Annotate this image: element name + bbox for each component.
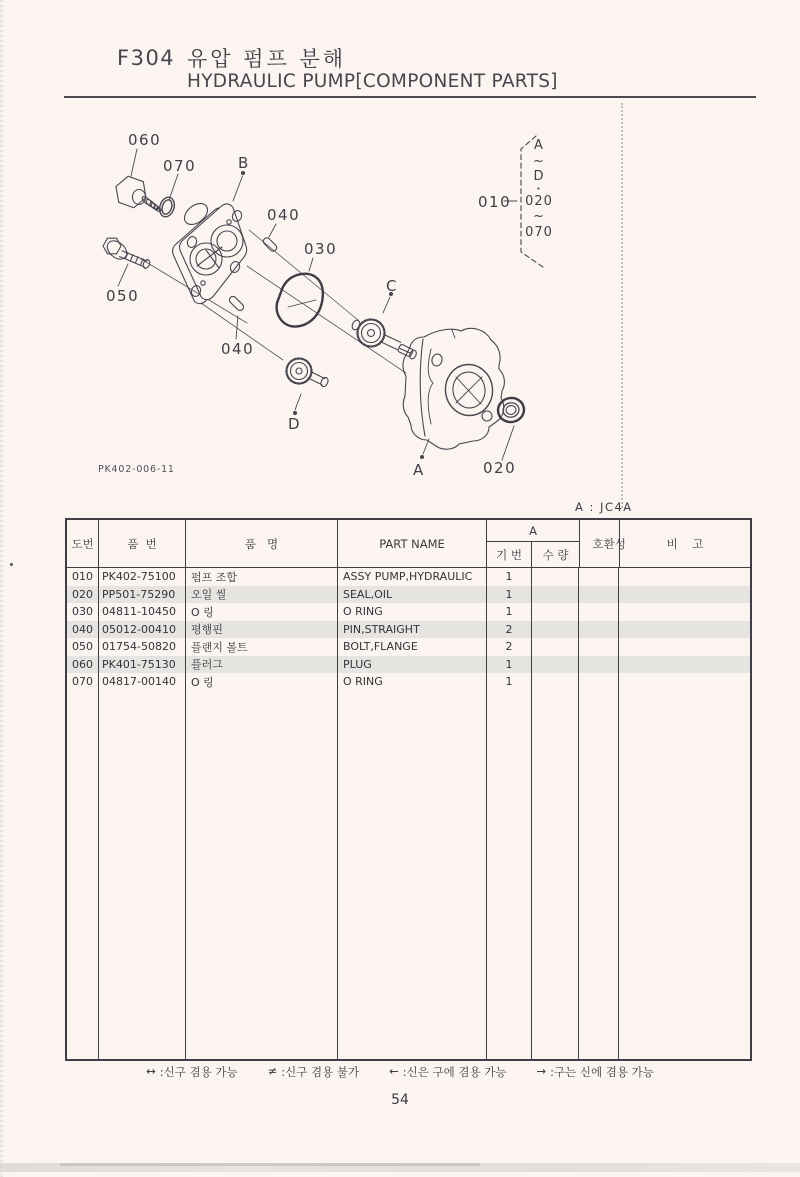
cell-name-ko: 오일 씰 — [186, 586, 338, 604]
cell-qty: 2 — [487, 638, 532, 656]
range-item: A — [534, 138, 544, 153]
table-row — [67, 568, 750, 586]
header-group-a — [487, 520, 580, 567]
cell-compat — [579, 673, 619, 691]
cell-part-name: ASSY PUMP,HYDRAULIC — [338, 568, 487, 586]
callout-A: A — [413, 461, 425, 479]
pin-040-bottom-shape — [228, 295, 245, 312]
flange-plate-shape — [173, 199, 247, 303]
bolt-050-shape — [103, 237, 151, 269]
empty-col — [619, 691, 750, 1060]
header-part-name: PART NAME — [338, 520, 487, 567]
exploded-diagram — [0, 100, 800, 520]
cell-part-name: O RING — [338, 673, 487, 691]
cell-remarks — [619, 673, 750, 691]
cell-no: 060 — [67, 656, 99, 674]
plug-060-shape — [116, 176, 162, 212]
cell-remarks — [619, 656, 750, 674]
empty-col — [186, 691, 338, 1060]
callout-B: B — [238, 154, 250, 172]
header-name-ko: 품 명 — [186, 520, 338, 567]
table-row — [67, 621, 750, 639]
cell-compat — [579, 586, 619, 604]
cell-qty2 — [532, 673, 579, 691]
cell-qty2 — [532, 586, 579, 604]
table-row — [67, 656, 750, 674]
table-row — [67, 586, 750, 604]
scan-edge-bottom-dark — [60, 1163, 480, 1166]
cell-part-no: 05012-00410 — [99, 621, 186, 639]
table-row — [67, 603, 750, 621]
legend-label: :구는 신에 겸용 가능 — [550, 1065, 654, 1079]
cell-no: 070 — [67, 673, 99, 691]
scan-speck — [10, 563, 13, 566]
cell-name-ko: 플랜지 볼트 — [186, 638, 338, 656]
cell-qty: 1 — [487, 568, 532, 586]
cell-remarks — [619, 568, 750, 586]
empty-col — [532, 691, 579, 1060]
parts-table — [65, 518, 752, 1061]
callout-020: 020 — [483, 459, 517, 477]
cell-qty2 — [532, 568, 579, 586]
table-header-row — [67, 520, 750, 568]
cell-part-no: 04811-10450 — [99, 603, 186, 621]
cell-qty2 — [532, 621, 579, 639]
title-divider — [64, 96, 756, 98]
cell-part-name: PLUG — [338, 656, 487, 674]
callout-040-bottom: 040 — [221, 340, 255, 358]
cell-compat — [579, 603, 619, 621]
range-item: ~ — [533, 209, 545, 224]
cell-compat — [579, 656, 619, 674]
cell-qty: 1 — [487, 656, 532, 674]
gear-shaft-c-shape — [351, 319, 418, 360]
cell-part-name: BOLT,FLANGE — [338, 638, 487, 656]
callout-040-top: 040 — [267, 206, 301, 224]
cell-part-name: SEAL,OIL — [338, 586, 487, 604]
legend-item — [389, 1064, 506, 1080]
cell-no: 010 — [67, 568, 99, 586]
cell-qty2 — [532, 656, 579, 674]
legend-label: :신은 구에 겸용 가능 — [402, 1065, 507, 1079]
callout-070: 070 — [163, 157, 197, 175]
cell-part-no: PP501-75290 — [99, 586, 186, 604]
assembly-range-stack — [520, 138, 558, 240]
header-sub2: 수 량 — [542, 547, 569, 562]
legend-item — [268, 1064, 359, 1080]
cell-no: 050 — [67, 638, 99, 656]
cell-part-no: PK402-75100 — [99, 568, 186, 586]
variant-note: A : JC4A — [575, 500, 633, 514]
cell-qty2 — [532, 638, 579, 656]
callout-030: 030 — [304, 240, 338, 258]
range-item: ~ — [533, 153, 545, 169]
empty-col — [338, 691, 487, 1060]
empty-col — [67, 691, 99, 1060]
table-empty-area — [67, 691, 750, 1060]
range-item: 020 — [525, 193, 553, 209]
seal-020-shape — [496, 396, 526, 425]
header-part-no: 품 번 — [99, 520, 186, 567]
cell-qty: 1 — [487, 586, 532, 604]
figure-reference-number: PK402-006-11 — [98, 464, 175, 475]
figure-code: F304 — [117, 46, 176, 70]
oring-070-shape — [157, 195, 176, 218]
compatibility-legend — [0, 1064, 800, 1080]
cell-part-no: 04817-00140 — [99, 673, 186, 691]
legend-symbol: ← — [389, 1064, 399, 1078]
range-item: D — [533, 169, 545, 184]
cell-remarks — [619, 638, 750, 656]
header-sub1: 기 번 — [487, 542, 532, 567]
pump-body-shape — [403, 328, 504, 449]
cell-qty: 2 — [487, 621, 532, 639]
cell-remarks — [619, 621, 750, 639]
legend-label: :신구 겸용 불가 — [281, 1065, 360, 1079]
range-item: 070 — [525, 224, 553, 240]
cell-compat — [579, 621, 619, 639]
page-number: 54 — [391, 1092, 409, 1108]
legend-label: :신구 겸용 가능 — [159, 1065, 238, 1079]
legend-symbol: → — [536, 1064, 547, 1078]
header-no: 도번 — [67, 520, 99, 567]
header-remarks: 비 고 — [666, 536, 704, 551]
cell-compat — [579, 638, 619, 656]
legend-item — [146, 1064, 237, 1080]
cell-part-name: PIN,STRAIGHT — [338, 621, 487, 639]
cell-name-ko: 펌프 조합 — [186, 568, 338, 586]
page-title-korean: 유압 펌프 분해 — [187, 47, 347, 71]
callout-C: C — [386, 277, 398, 295]
cell-remarks — [619, 603, 750, 621]
cell-part-name: O RING — [338, 603, 487, 621]
legend-item — [536, 1064, 653, 1080]
gear-d-shape — [287, 359, 330, 388]
leader-lines — [118, 149, 517, 460]
cell-compat — [579, 568, 619, 586]
empty-col — [487, 691, 532, 1060]
callout-050: 050 — [106, 287, 140, 305]
cell-part-no: 01754-50820 — [99, 638, 186, 656]
range-item: • — [536, 184, 542, 193]
table-row — [67, 673, 750, 691]
cell-qty: 1 — [487, 673, 532, 691]
header-compat: 호환성 — [580, 520, 620, 567]
cell-name-ko: O 링 — [186, 603, 338, 621]
cell-no: 030 — [67, 603, 99, 621]
callout-010: 010 — [478, 193, 512, 211]
cell-name-ko: O 링 — [186, 673, 338, 691]
table-row — [67, 638, 750, 656]
cell-qty2 — [532, 603, 579, 621]
cell-no: 040 — [67, 621, 99, 639]
empty-col — [99, 691, 186, 1060]
legend-symbol: ↔ — [146, 1064, 156, 1078]
legend-symbol: ≠ — [267, 1064, 278, 1078]
cell-part-no: PK401-75130 — [99, 656, 186, 674]
cell-no: 020 — [67, 586, 99, 604]
callout-D: D — [288, 415, 302, 433]
cell-qty: 1 — [487, 603, 532, 621]
cell-name-ko: 플러그 — [186, 656, 338, 674]
callout-060: 060 — [128, 131, 162, 149]
cell-name-ko: 평행핀 — [186, 621, 338, 639]
gasket-030-shape — [277, 274, 323, 327]
empty-col — [579, 691, 619, 1060]
page-title-english: HYDRAULIC PUMP[COMPONENT PARTS] — [187, 71, 558, 92]
header-group-a-label: A — [487, 520, 579, 542]
pin-040-top-shape — [262, 236, 278, 252]
cell-remarks — [619, 586, 750, 604]
